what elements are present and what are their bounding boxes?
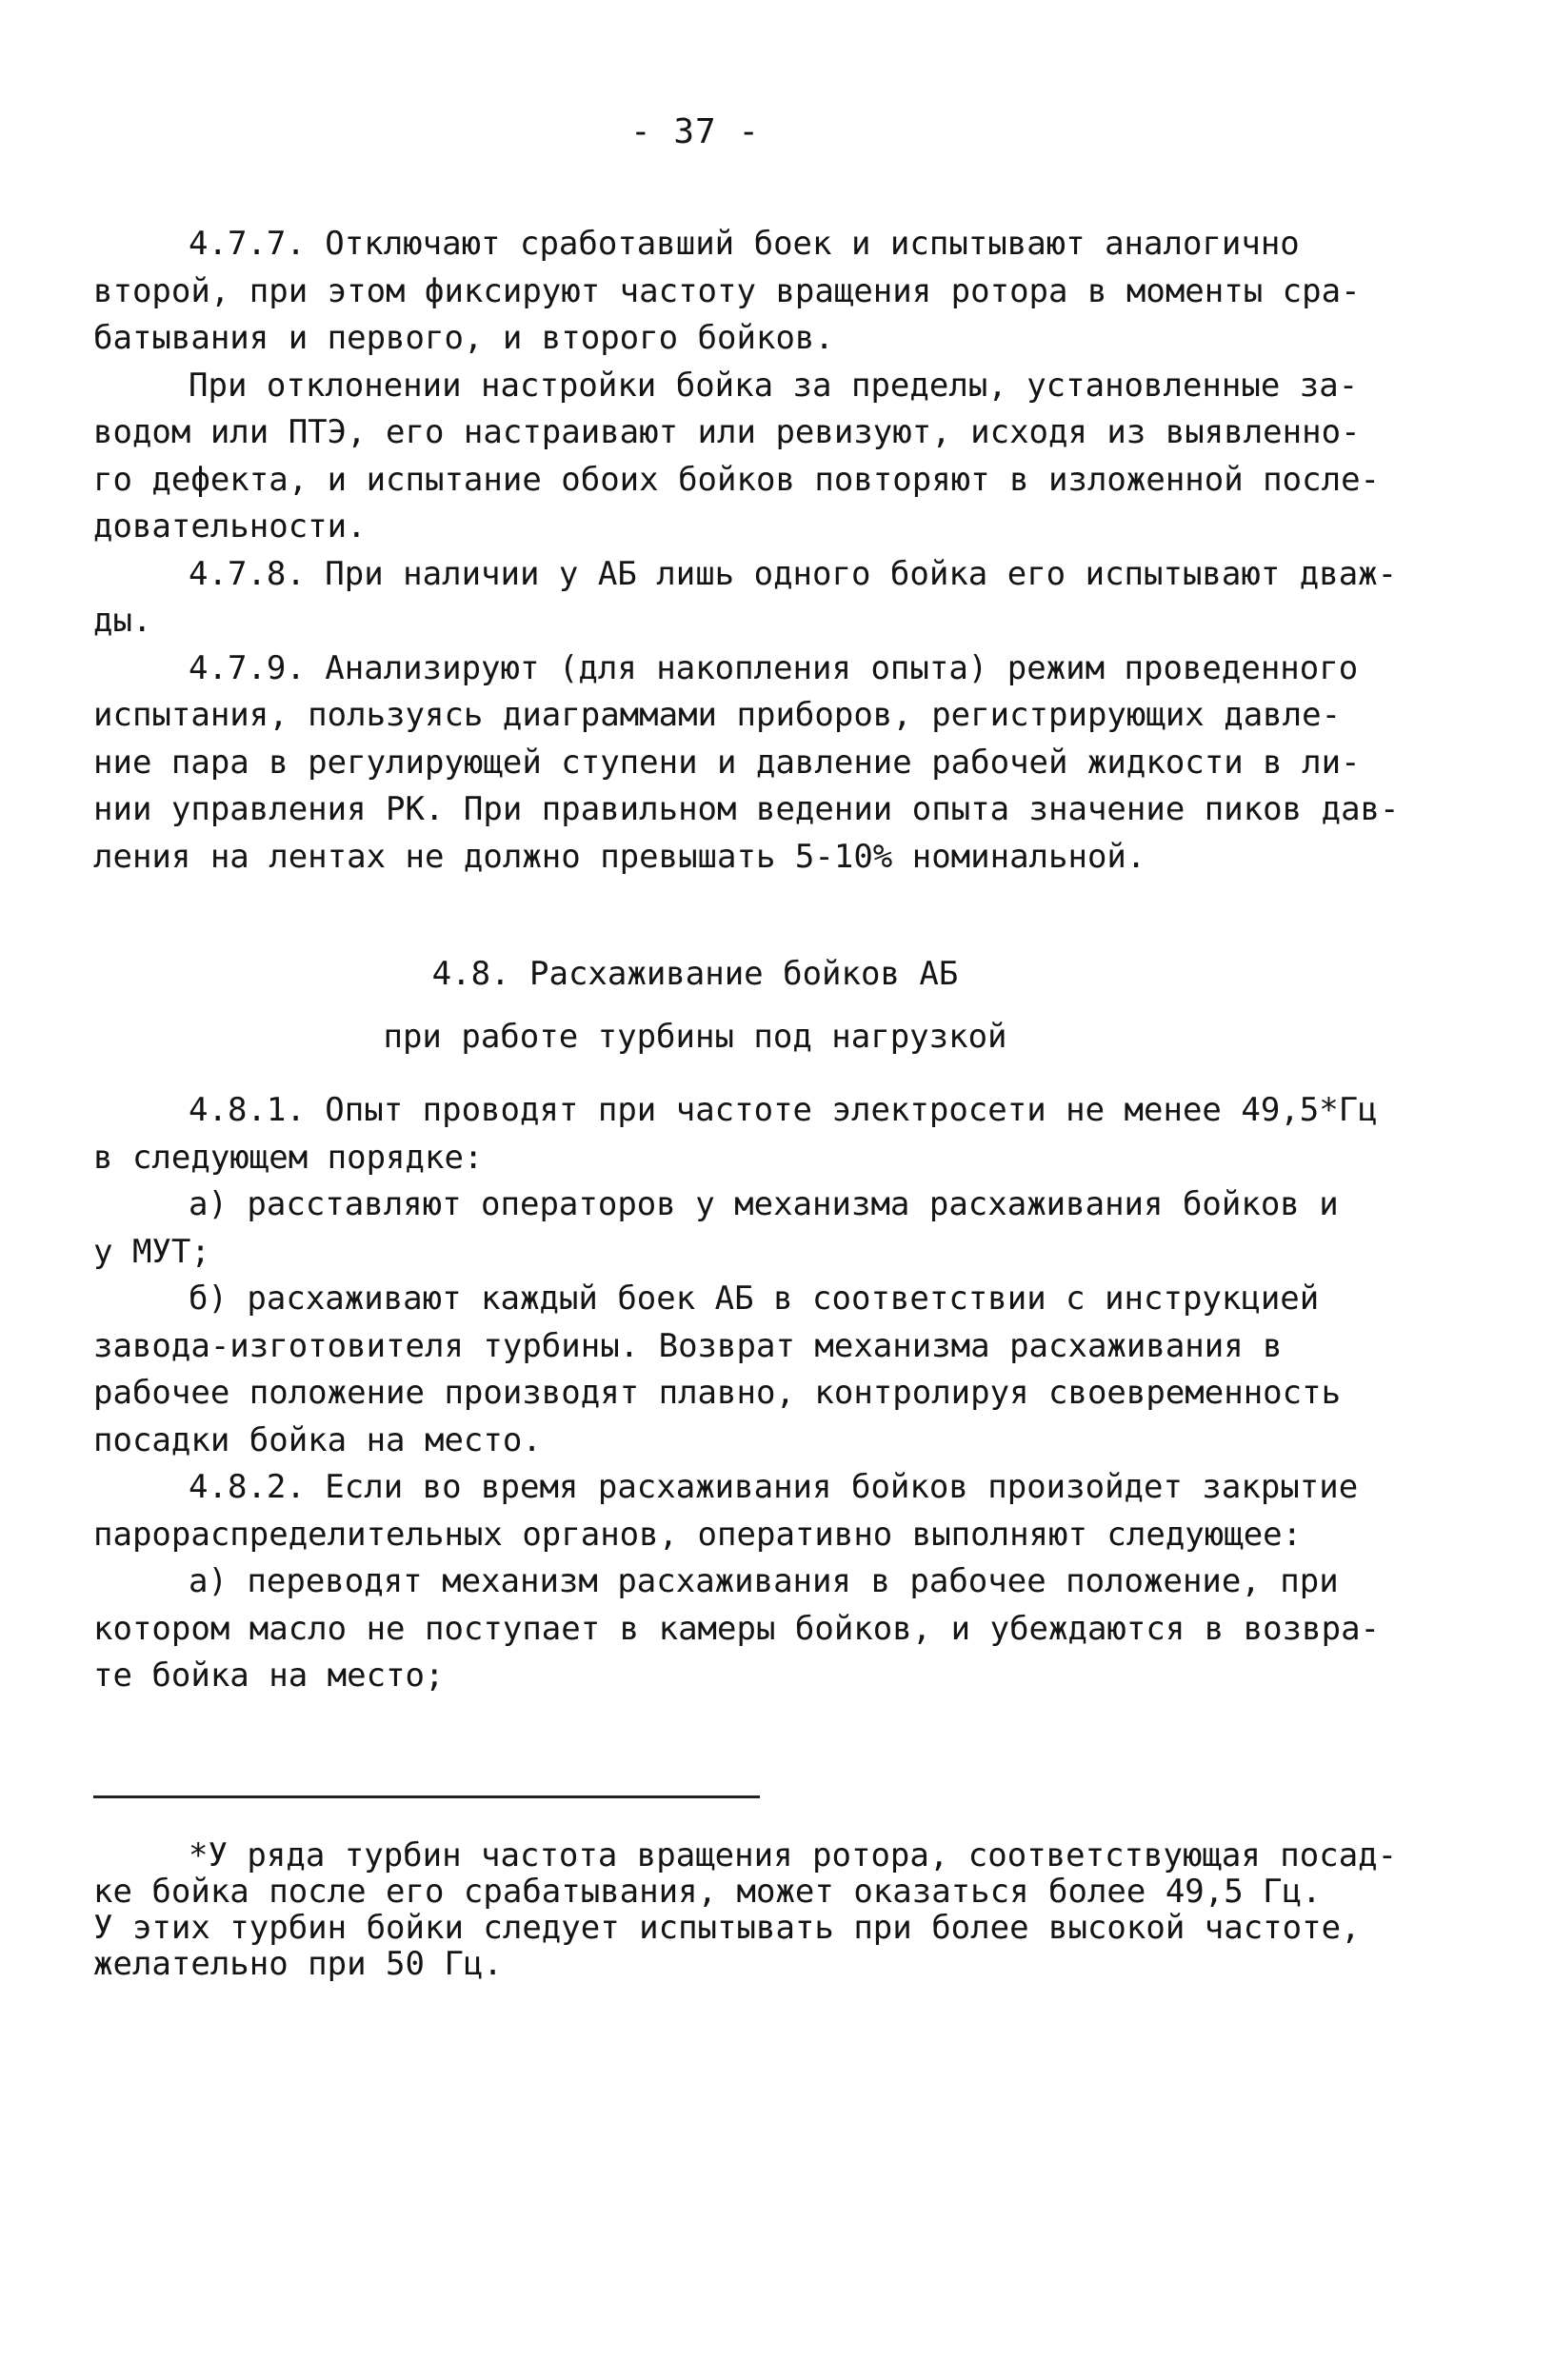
text-line: в следующем порядке: [93,1138,484,1177]
text-line: рабочее положение производят плавно, контролируя своевременность [93,1374,1342,1412]
footnote-line: желательно при 50 Гц. [93,1945,503,1983]
footnote [93,1837,1407,1982]
text-line: го дефекта, и испытание обоих бойков повторяют в изложенной после- [93,460,1381,499]
text-line: При отклонении настройки бойка за пределы, установленные за- [189,366,1359,405]
text-line: б) расхаживают каждый боек АБ в соответствии с инструкцией [189,1279,1320,1318]
footnote-line: ке бойка после его срабатывания, может оказаться более 49,5 Гц. [93,1873,1322,1911]
text-line: а) переводят механизм расхаживания в рабочее положение, при [189,1562,1339,1600]
text-line: парораспределительных органов, оперативно выполняют следующее: [93,1515,1303,1554]
text-line: довательности. [93,507,367,545]
text-line: завода-изготовителя турбины. Возврат механизма расхаживания в [93,1326,1283,1365]
footnote-line: У этих турбин бойки следует испытывать при более высокой частоте, [93,1909,1361,1947]
text-line: 4.7.7. Отключают сработавший боек и испытывают аналогично [189,225,1300,263]
section-heading-4-8 [0,942,1390,1068]
footnote-line: *У ряда турбин частота вращения ротора, соответствующая посад- [189,1836,1398,1874]
text-line: у МУТ; [93,1232,210,1271]
text-line: 4.8.2. Если во время расхаживания бойков произойдет закрытие [189,1468,1359,1506]
text-line: водом или ПТЭ, его настраивают или ревизуют, исходя из выявленно- [93,413,1361,451]
text-line: нии управления РК. При правильном ведении опыта значение пиков дав- [93,790,1400,828]
paragraph-4-7-7 [93,221,1400,881]
text-line: ления на лентах не должно превышать 5-10% номинальной. [93,837,1146,876]
page-number: - 37 - [629,112,761,151]
text-line: ние пара в регулирующей ступени и давление рабочей жидкости в ли- [93,743,1361,782]
text-line: ды. [93,602,152,640]
text-line: испытания, пользуясь диаграммами приборов, регистрирующих давле- [93,696,1342,734]
text-line: котором масло не поступает в камеры бойков, и убеждаются в возвра- [93,1609,1381,1648]
text-line: те бойка на место; [93,1656,445,1695]
text-line: 4.7.8. При наличии у АБ лишь одного бойка его испытывают дваж- [189,554,1398,593]
text-line: батывания и первого, и второго бойков. [93,319,834,357]
footnote-separator [93,1795,760,1798]
text-line: 4.7.9. Анализируют (для накопления опыта) режим проведенного [189,648,1359,687]
text-line: второй, при этом фиксируют частоту вращения ротора в моменты сра- [93,271,1361,310]
text-line: 4.8.1. Опыт проводят при частоте электросети не менее 49,5*Гц [189,1091,1378,1129]
paragraph-4-8-1 [93,1087,1390,1700]
section-heading-line: 4.8. Расхаживание бойков АБ [431,955,959,993]
section-heading-line: при работе турбины под нагрузкой [383,1018,1007,1056]
text-line: а) расставляют операторов у механизма расхаживания бойков и [189,1185,1339,1223]
text-line: посадки бойка на место. [93,1420,542,1459]
